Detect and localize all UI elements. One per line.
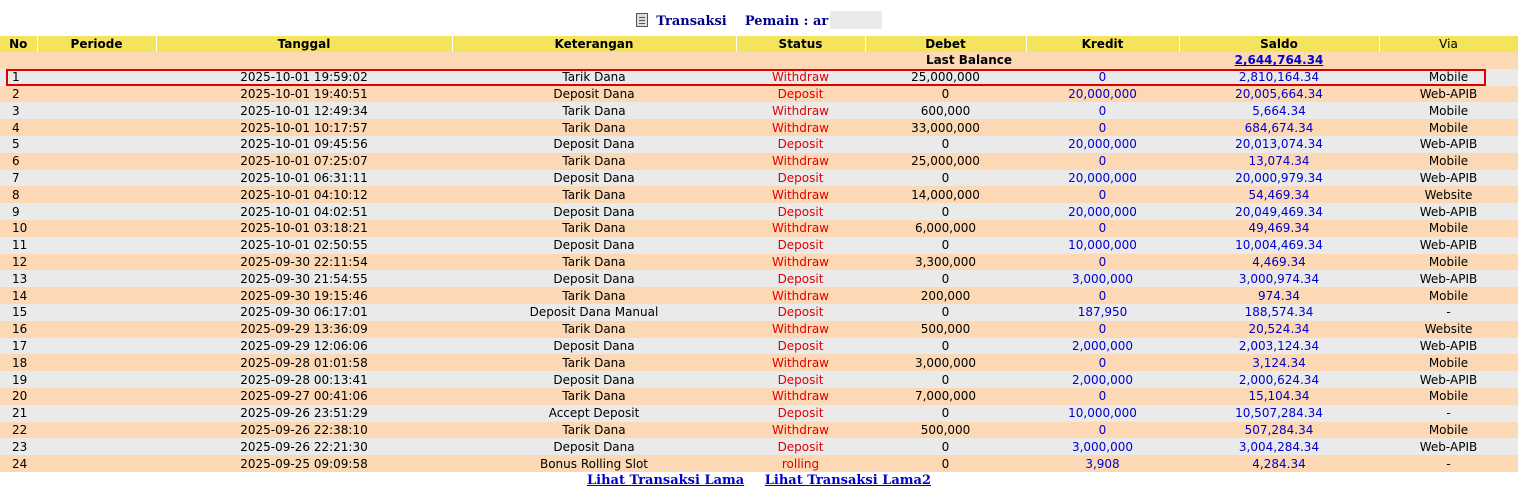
cell-kredit: 20,000,000 — [1026, 86, 1179, 103]
table-row — [0, 371, 1518, 388]
cell-periode — [37, 203, 156, 220]
cell-via: Mobile — [1379, 287, 1518, 304]
cell-via: Web-APIB — [1379, 203, 1518, 220]
cell-keterangan: Tarik Dana — [452, 119, 736, 136]
cell-status: Withdraw — [736, 102, 865, 119]
cell-tanggal: 2025-10-01 19:40:51 — [156, 86, 452, 103]
cell-via: Mobile — [1379, 153, 1518, 170]
cell-kredit: 0 — [1026, 254, 1179, 271]
cell-via: Website — [1379, 321, 1518, 338]
cell-status: Withdraw — [736, 119, 865, 136]
cell-debet: 0 — [865, 338, 1026, 355]
cell-via: Mobile — [1379, 388, 1518, 405]
cell-via: Mobile — [1379, 354, 1518, 371]
player-mask — [830, 11, 882, 29]
cell-tanggal: 2025-10-01 12:49:34 — [156, 102, 452, 119]
table-row — [0, 254, 1518, 271]
col-header-status: Status — [736, 36, 865, 52]
cell-via: Web-APIB — [1379, 237, 1518, 254]
cell-status: Withdraw — [736, 354, 865, 371]
last-balance-via-empty — [1379, 52, 1518, 69]
cell-saldo: 3,124.34 — [1179, 354, 1379, 371]
cell-periode — [37, 237, 156, 254]
cell-via: Mobile — [1379, 119, 1518, 136]
cell-tanggal: 2025-10-01 04:02:51 — [156, 203, 452, 220]
cell-periode — [37, 405, 156, 422]
cell-keterangan: Tarik Dana — [452, 69, 736, 86]
cell-no: 2 — [0, 86, 37, 103]
cell-periode — [37, 86, 156, 103]
cell-saldo: 188,574.34 — [1179, 304, 1379, 321]
table-row — [0, 354, 1518, 371]
cell-via: Mobile — [1379, 102, 1518, 119]
cell-keterangan: Tarik Dana — [452, 254, 736, 271]
table-row — [0, 153, 1518, 170]
cell-tanggal: 2025-09-26 23:51:29 — [156, 405, 452, 422]
col-header-kredit: Kredit — [1026, 36, 1179, 52]
cell-saldo: 20,005,664.34 — [1179, 86, 1379, 103]
col-header-periode: Periode — [37, 36, 156, 52]
cell-status: Withdraw — [736, 388, 865, 405]
cell-via: Mobile — [1379, 254, 1518, 271]
cell-kredit: 0 — [1026, 287, 1179, 304]
cell-debet: 14,000,000 — [865, 186, 1026, 203]
cell-kredit: 0 — [1026, 153, 1179, 170]
cell-keterangan: Deposit Dana Manual — [452, 304, 736, 321]
cell-kredit: 3,000,000 — [1026, 438, 1179, 455]
cell-no: 24 — [0, 455, 37, 472]
cell-no: 13 — [0, 270, 37, 287]
cell-no: 16 — [0, 321, 37, 338]
cell-status: Withdraw — [736, 69, 865, 86]
cell-status: Deposit — [736, 86, 865, 103]
player-label: Pemain : — [744, 14, 809, 29]
cell-tanggal: 2025-09-29 12:06:06 — [156, 338, 452, 355]
cell-saldo: 20,049,469.34 — [1179, 203, 1379, 220]
cell-keterangan: Accept Deposit — [452, 405, 736, 422]
cell-no: 6 — [0, 153, 37, 170]
cell-tanggal: 2025-09-30 19:15:46 — [156, 287, 452, 304]
cell-tanggal: 2025-09-28 01:01:58 — [156, 354, 452, 371]
cell-keterangan: Deposit Dana — [452, 237, 736, 254]
cell-kredit: 187,950 — [1026, 304, 1179, 321]
cell-periode — [37, 321, 156, 338]
cell-no: 11 — [0, 237, 37, 254]
table-row — [0, 170, 1518, 187]
cell-saldo: 20,524.34 — [1179, 321, 1379, 338]
cell-via: Web-APIB — [1379, 270, 1518, 287]
table-header-row — [0, 36, 1518, 52]
cell-saldo: 54,469.34 — [1179, 186, 1379, 203]
col-header-no: No — [0, 36, 37, 52]
cell-no: 20 — [0, 388, 37, 405]
cell-debet: 0 — [865, 438, 1026, 455]
cell-periode — [37, 354, 156, 371]
cell-via: Web-APIB — [1379, 438, 1518, 455]
table-row — [0, 287, 1518, 304]
cell-no: 17 — [0, 338, 37, 355]
cell-no: 19 — [0, 371, 37, 388]
cell-kredit: 2,000,000 — [1026, 338, 1179, 355]
cell-keterangan: Deposit Dana — [452, 438, 736, 455]
cell-saldo: 507,284.34 — [1179, 422, 1379, 439]
cell-status: Deposit — [736, 270, 865, 287]
cell-periode — [37, 153, 156, 170]
cell-periode — [37, 304, 156, 321]
table-row — [0, 186, 1518, 203]
cell-via: - — [1379, 455, 1518, 472]
cell-keterangan: Tarik Dana — [452, 102, 736, 119]
cell-tanggal: 2025-10-01 07:25:07 — [156, 153, 452, 170]
cell-saldo: 4,469.34 — [1179, 254, 1379, 271]
table-row — [0, 455, 1518, 472]
cell-debet: 600,000 — [865, 102, 1026, 119]
cell-debet: 500,000 — [865, 422, 1026, 439]
cell-tanggal: 2025-09-26 22:38:10 — [156, 422, 452, 439]
cell-saldo: 974.34 — [1179, 287, 1379, 304]
cell-debet: 33,000,000 — [865, 119, 1026, 136]
table-row — [0, 270, 1518, 287]
cell-status: Withdraw — [736, 422, 865, 439]
col-header-debet: Debet — [865, 36, 1026, 52]
cell-keterangan: Tarik Dana — [452, 220, 736, 237]
cell-periode — [37, 119, 156, 136]
cell-status: Withdraw — [736, 220, 865, 237]
cell-periode — [37, 455, 156, 472]
table-row — [0, 69, 1518, 86]
cell-tanggal: 2025-09-29 13:36:09 — [156, 321, 452, 338]
cell-tanggal: 2025-09-30 22:11:54 — [156, 254, 452, 271]
cell-status: Deposit — [736, 438, 865, 455]
cell-no: 1 — [0, 69, 37, 86]
cell-status: Withdraw — [736, 254, 865, 271]
cell-periode — [37, 388, 156, 405]
cell-no: 5 — [0, 136, 37, 153]
cell-periode — [37, 287, 156, 304]
cell-tanggal: 2025-10-01 06:31:11 — [156, 170, 452, 187]
cell-periode — [37, 69, 156, 86]
cell-via: Mobile — [1379, 69, 1518, 86]
cell-status: Deposit — [736, 136, 865, 153]
cell-via: - — [1379, 405, 1518, 422]
cell-tanggal: 2025-09-30 21:54:55 — [156, 270, 452, 287]
cell-debet: 3,300,000 — [865, 254, 1026, 271]
cell-status: Withdraw — [736, 321, 865, 338]
cell-tanggal: 2025-10-01 19:59:02 — [156, 69, 452, 86]
cell-no: 15 — [0, 304, 37, 321]
table-row — [0, 203, 1518, 220]
table-row — [0, 119, 1518, 136]
cell-saldo: 20,013,074.34 — [1179, 136, 1379, 153]
cell-keterangan: Deposit Dana — [452, 371, 736, 388]
last-balance-value[interactable]: 2,644,764.34 — [1179, 52, 1379, 69]
cell-no: 14 — [0, 287, 37, 304]
cell-kredit: 10,000,000 — [1026, 237, 1179, 254]
cell-no: 9 — [0, 203, 37, 220]
cell-via: Web-APIB — [1379, 86, 1518, 103]
cell-periode — [37, 371, 156, 388]
cell-saldo: 5,664.34 — [1179, 102, 1379, 119]
cell-no: 4 — [0, 119, 37, 136]
cell-via: Web-APIB — [1379, 338, 1518, 355]
cell-tanggal: 2025-10-01 09:45:56 — [156, 136, 452, 153]
cell-debet: 0 — [865, 455, 1026, 472]
cell-saldo: 2,810,164.34 — [1179, 69, 1379, 86]
cell-no: 3 — [0, 102, 37, 119]
cell-no: 22 — [0, 422, 37, 439]
cell-debet: 0 — [865, 86, 1026, 103]
cell-via: Mobile — [1379, 422, 1518, 439]
cell-saldo: 3,000,974.34 — [1179, 270, 1379, 287]
cell-tanggal: 2025-10-01 03:18:21 — [156, 220, 452, 237]
cell-debet: 0 — [865, 136, 1026, 153]
table-row — [0, 86, 1518, 103]
cell-via: Website — [1379, 186, 1518, 203]
cell-keterangan: Tarik Dana — [452, 186, 736, 203]
cell-via: Mobile — [1379, 220, 1518, 237]
col-header-keterangan: Keterangan — [452, 36, 736, 52]
cell-status: rolling — [736, 455, 865, 472]
table-row — [0, 304, 1518, 321]
player-value: ar — [812, 14, 829, 29]
cell-via: Web-APIB — [1379, 371, 1518, 388]
cell-periode — [37, 170, 156, 187]
cell-keterangan: Deposit Dana — [452, 170, 736, 187]
cell-debet: 0 — [865, 304, 1026, 321]
page-title — [0, 11, 1518, 33]
cell-tanggal: 2025-10-01 10:17:57 — [156, 119, 452, 136]
cell-saldo: 4,284.34 — [1179, 455, 1379, 472]
cell-saldo: 3,004,284.34 — [1179, 438, 1379, 455]
cell-kredit: 2,000,000 — [1026, 371, 1179, 388]
cell-periode — [37, 220, 156, 237]
cell-keterangan: Deposit Dana — [452, 203, 736, 220]
cell-status: Deposit — [736, 237, 865, 254]
cell-no: 18 — [0, 354, 37, 371]
cell-saldo: 13,074.34 — [1179, 153, 1379, 170]
cell-saldo: 2,003,124.34 — [1179, 338, 1379, 355]
cell-debet: 0 — [865, 405, 1026, 422]
cell-debet: 3,000,000 — [865, 354, 1026, 371]
cell-periode — [37, 438, 156, 455]
table-row — [0, 388, 1518, 405]
cell-status: Deposit — [736, 170, 865, 187]
transaction-table — [0, 36, 1518, 472]
cell-periode — [37, 338, 156, 355]
cell-status: Deposit — [736, 371, 865, 388]
cell-debet: 25,000,000 — [865, 153, 1026, 170]
cell-debet: 200,000 — [865, 287, 1026, 304]
cell-status: Deposit — [736, 203, 865, 220]
cell-keterangan: Tarik Dana — [452, 422, 736, 439]
footer-links — [0, 473, 1518, 488]
cell-debet: 25,000,000 — [865, 69, 1026, 86]
cell-kredit: 3,908 — [1026, 455, 1179, 472]
cell-no: 23 — [0, 438, 37, 455]
cell-via: - — [1379, 304, 1518, 321]
document-icon — [636, 13, 648, 27]
cell-via: Web-APIB — [1379, 170, 1518, 187]
table-row — [0, 405, 1518, 422]
cell-saldo: 20,000,979.34 — [1179, 170, 1379, 187]
cell-keterangan: Tarik Dana — [452, 287, 736, 304]
cell-keterangan: Deposit Dana — [452, 136, 736, 153]
old-transactions-link[interactable]: Lihat Transaksi Lama — [586, 473, 745, 488]
col-header-saldo: Saldo — [1179, 36, 1379, 52]
col-header-via: Via — [1379, 36, 1518, 52]
table-row — [0, 321, 1518, 338]
cell-saldo: 10,507,284.34 — [1179, 405, 1379, 422]
cell-no: 10 — [0, 220, 37, 237]
cell-kredit: 10,000,000 — [1026, 405, 1179, 422]
cell-debet: 0 — [865, 270, 1026, 287]
table-row — [0, 220, 1518, 237]
cell-status: Deposit — [736, 405, 865, 422]
cell-kredit: 20,000,000 — [1026, 203, 1179, 220]
cell-debet: 0 — [865, 237, 1026, 254]
cell-debet: 500,000 — [865, 321, 1026, 338]
cell-kredit: 0 — [1026, 321, 1179, 338]
cell-tanggal: 2025-09-30 06:17:01 — [156, 304, 452, 321]
cell-kredit: 3,000,000 — [1026, 270, 1179, 287]
last-balance-label: Last Balance — [0, 52, 1026, 69]
title-text: Transaksi — [656, 14, 727, 29]
cell-debet: 7,000,000 — [865, 388, 1026, 405]
col-header-tanggal: Tanggal — [156, 36, 452, 52]
cell-tanggal: 2025-09-27 00:41:06 — [156, 388, 452, 405]
table-row — [0, 422, 1518, 439]
cell-periode — [37, 136, 156, 153]
cell-no: 7 — [0, 170, 37, 187]
cell-saldo: 10,004,469.34 — [1179, 237, 1379, 254]
cell-keterangan: Tarik Dana — [452, 354, 736, 371]
cell-via: Web-APIB — [1379, 136, 1518, 153]
last-balance-row — [0, 52, 1518, 69]
table-row — [0, 136, 1518, 153]
cell-periode — [37, 254, 156, 271]
cell-periode — [37, 102, 156, 119]
old-transactions-link-2[interactable]: Lihat Transaksi Lama2 — [764, 473, 931, 488]
cell-kredit: 0 — [1026, 220, 1179, 237]
cell-kredit: 20,000,000 — [1026, 170, 1179, 187]
cell-tanggal: 2025-10-01 04:10:12 — [156, 186, 452, 203]
cell-keterangan: Tarik Dana — [452, 388, 736, 405]
cell-debet: 6,000,000 — [865, 220, 1026, 237]
cell-tanggal: 2025-09-28 00:13:41 — [156, 371, 452, 388]
cell-tanggal: 2025-09-26 22:21:30 — [156, 438, 452, 455]
cell-no: 21 — [0, 405, 37, 422]
cell-keterangan: Tarik Dana — [452, 153, 736, 170]
table-row — [0, 102, 1518, 119]
cell-no: 12 — [0, 254, 37, 271]
last-balance-spacer — [1026, 52, 1179, 69]
cell-kredit: 0 — [1026, 388, 1179, 405]
cell-status: Deposit — [736, 338, 865, 355]
cell-debet: 0 — [865, 170, 1026, 187]
cell-kredit: 20,000,000 — [1026, 136, 1179, 153]
cell-tanggal: 2025-10-01 02:50:55 — [156, 237, 452, 254]
cell-no: 8 — [0, 186, 37, 203]
cell-keterangan: Tarik Dana — [452, 321, 736, 338]
cell-status: Deposit — [736, 304, 865, 321]
cell-keterangan: Deposit Dana — [452, 86, 736, 103]
cell-kredit: 0 — [1026, 119, 1179, 136]
cell-kredit: 0 — [1026, 354, 1179, 371]
cell-tanggal: 2025-09-25 09:09:58 — [156, 455, 452, 472]
cell-saldo: 15,104.34 — [1179, 388, 1379, 405]
table-row — [0, 237, 1518, 254]
cell-keterangan: Deposit Dana — [452, 270, 736, 287]
cell-saldo: 2,000,624.34 — [1179, 371, 1379, 388]
cell-debet: 0 — [865, 203, 1026, 220]
cell-status: Withdraw — [736, 287, 865, 304]
cell-saldo: 684,674.34 — [1179, 119, 1379, 136]
cell-keterangan: Bonus Rolling Slot — [452, 455, 736, 472]
cell-saldo: 49,469.34 — [1179, 220, 1379, 237]
cell-kredit: 0 — [1026, 186, 1179, 203]
cell-keterangan: Deposit Dana — [452, 338, 736, 355]
cell-periode — [37, 270, 156, 287]
cell-kredit: 0 — [1026, 69, 1179, 86]
cell-periode — [37, 422, 156, 439]
cell-debet: 0 — [865, 371, 1026, 388]
cell-status: Withdraw — [736, 153, 865, 170]
cell-periode — [37, 186, 156, 203]
cell-status: Withdraw — [736, 186, 865, 203]
table-row — [0, 338, 1518, 355]
table-row — [0, 438, 1518, 455]
cell-kredit: 0 — [1026, 102, 1179, 119]
cell-kredit: 0 — [1026, 422, 1179, 439]
